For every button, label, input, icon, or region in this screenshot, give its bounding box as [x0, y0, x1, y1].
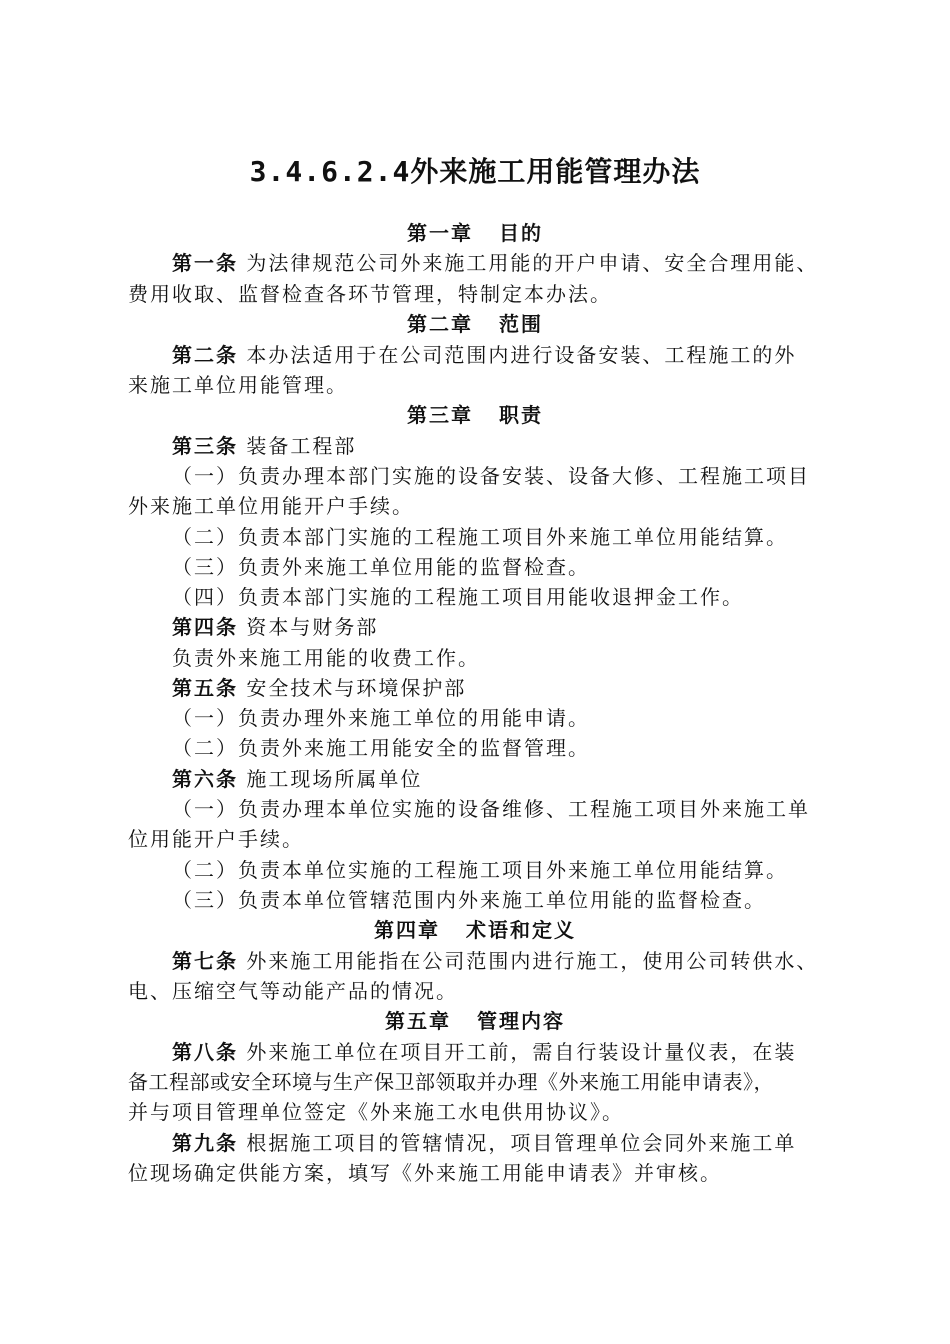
- article-3-item-2: （二）负责本部门实施的工程施工项目外来施工单位用能结算。: [172, 525, 788, 549]
- article-9-line-2: 位现场确定供能方案，填写《外来施工用能申请表》并审核。: [128, 1161, 722, 1185]
- article-3-item-3: （三）负责外来施工单位用能的监督检查。: [172, 555, 590, 579]
- article-2-line-1: [172, 340, 872, 370]
- chapter-heading-2: [0, 309, 950, 339]
- chapter-heading-1: [0, 218, 950, 248]
- department-name: 装备工程部: [246, 434, 357, 458]
- article-8-line-3: 并与项目管理单位签定《外来施工水电供用协议》。: [128, 1100, 624, 1124]
- article-6-item-1-line-2: 位用能开户手续。: [128, 827, 304, 851]
- article-label: 第八条: [172, 1040, 238, 1064]
- article-label: 第九条: [172, 1131, 238, 1155]
- department-name: 施工现场所属单位: [246, 767, 423, 791]
- article-label: 第五条: [172, 676, 238, 700]
- article-1-line-1: [172, 248, 872, 278]
- chapter-number: 第四章: [374, 918, 440, 942]
- article-7-line-2: 电、压缩空气等动能产品的情况。: [128, 979, 458, 1003]
- article-6-item-1-line-1: （一）负责办理本单位实施的设备维修、工程施工项目外来施工单: [172, 797, 810, 821]
- article-label: 第四条: [172, 615, 238, 639]
- article-text: 本办法适用于在公司范围内进行设备安装、工程施工的外: [246, 343, 797, 367]
- chapter-number: 第一章: [407, 221, 473, 245]
- chapter-name: 目的: [499, 221, 543, 245]
- article-text: 根据施工项目的管辖情况，项目管理单位会同外来施工单: [246, 1131, 797, 1155]
- article-3-item-1-line-2: 外来施工单位用能开户手续。: [128, 494, 414, 518]
- article-text: 外来施工用能指在公司范围内进行施工，使用公司转供水、: [246, 949, 819, 973]
- chapter-number: 第三章: [407, 403, 473, 427]
- article-1-line-2: 费用收取、监督检查各环节管理，特制定本办法。: [128, 282, 612, 306]
- chapter-name: 职责: [499, 403, 543, 427]
- article-6-heading: [172, 764, 872, 794]
- chapter-heading-3: [0, 400, 950, 430]
- chapter-number: 第二章: [407, 312, 473, 336]
- article-label: 第一条: [172, 251, 238, 275]
- chapter-name: 术语和定义: [466, 918, 576, 942]
- article-label: 第七条: [172, 949, 238, 973]
- article-label: 第六条: [172, 767, 238, 791]
- article-3-item-4: （四）负责本部门实施的工程施工项目用能收退押金工作。: [172, 585, 744, 609]
- article-label: 第三条: [172, 434, 238, 458]
- chapter-name: 范围: [499, 312, 543, 336]
- chapter-heading-4: [0, 915, 950, 945]
- article-5-item-1: （一）负责办理外来施工单位的用能申请。: [172, 706, 590, 730]
- article-7-line-1: [172, 946, 872, 976]
- document-title: 3.4.6.2.4外来施工用能管理办法: [249, 155, 701, 188]
- article-5-heading: [172, 673, 872, 703]
- article-text: 为法律规范公司外来施工用能的开户申请、安全合理用能、: [246, 251, 819, 275]
- article-2-line-2: 来施工单位用能管理。: [128, 373, 348, 397]
- chapter-heading-5: [0, 1006, 950, 1036]
- article-8-line-1: [172, 1037, 872, 1067]
- article-text: 外来施工单位在项目开工前，需自行装设计量仪表，在装: [246, 1040, 797, 1064]
- chapter-number: 第五章: [385, 1009, 451, 1033]
- department-name: 安全技术与环境保护部: [246, 676, 467, 700]
- article-4-item-1: 负责外来施工用能的收费工作。: [172, 646, 480, 670]
- chapter-name: 管理内容: [477, 1009, 565, 1033]
- article-3-item-1-line-1: （一）负责办理本部门实施的设备安装、设备大修、工程施工项目: [172, 464, 810, 488]
- department-name: 资本与财务部: [246, 615, 379, 639]
- article-label: 第二条: [172, 343, 238, 367]
- article-6-item-2: （二）负责本单位实施的工程施工项目外来施工单位用能结算。: [172, 858, 788, 882]
- article-4-heading: [172, 612, 872, 642]
- article-3-heading: [172, 431, 872, 461]
- article-6-item-3: （三）负责本单位管辖范围内外来施工单位用能的监督检查。: [172, 888, 766, 912]
- article-8-line-2: 备工程部或安全环境与生产保卫部领取并办理《外来施工用能申请表》，: [128, 1070, 774, 1094]
- article-5-item-2: （二）负责外来施工用能安全的监督管理。: [172, 736, 590, 760]
- article-9-line-1: [172, 1128, 872, 1158]
